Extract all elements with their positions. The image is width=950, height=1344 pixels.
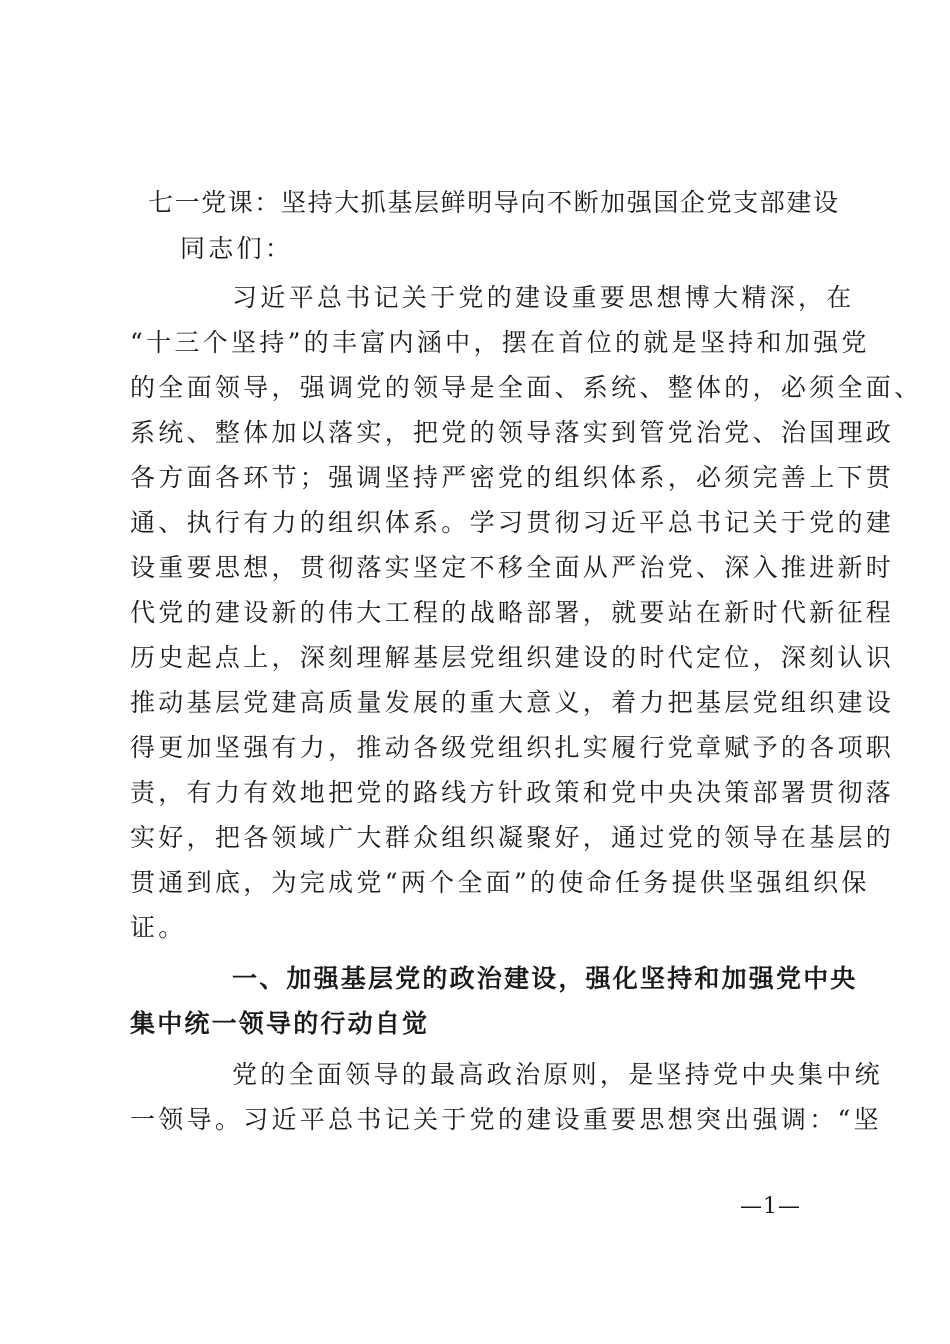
paragraph-line: 贯通到底，为完成党“两个全面”的使命任务提供坚强组织保 [130,868,870,897]
document-title: 七一党课：坚持大抓基层鲜明导向不断加强国企党支部建设 [148,188,840,217]
paragraph-line: 各方面各环节；强调坚持严密党的组织体系，必须完善上下贯 [130,463,895,492]
paragraph-line: 一领导。习近平总书记关于党的建设重要思想突出强调：“坚 [130,1105,882,1134]
paragraph-line: 历史起点上，深刻理解基层党组织建设的时代定位，深刻认识 [130,643,895,672]
paragraph-line: 推动基层党建高质量发展的重大意义，着力把基层党组织建设 [130,688,895,717]
paragraph-line: 通、执行有力的组织体系。学习贯彻习近平总书记关于党的建 [130,508,895,537]
paragraph-line: 设重要思想，贯彻落实坚定不移全面从严治党、深入推进新时 [130,553,895,582]
paragraph-line: 的全面领导，强调党的领导是全面、系统、整体的，必须全面、 [130,373,923,402]
paragraph-line: 系统、整体加以落实，把党的领导落实到管党治党、治国理政 [130,418,895,447]
paragraph-line: 习近平总书记关于党的建设重要思想博大精深，在 [232,283,855,312]
paragraph-line: 党的全面领导的最高政治原则，是坚持党中央集中统 [232,1060,883,1089]
paragraph-line: 代党的建设新的伟大工程的战略部署，就要站在新时代新征程 [130,598,895,627]
salutation: 同志们： [180,234,294,263]
paragraph-line: 得更加坚强有力，推动各级党组织扎实履行党章赋予的各项职 [130,733,895,762]
paragraph-line: “十三个坚持”的丰富内涵中，摆在首位的就是坚持和加强党 [130,328,870,357]
paragraph-line: 责，有力有效地把党的路线方针政策和党中央决策部署贯彻落 [130,778,895,807]
heading-line: 一、加强基层党的政治建设，强化坚持和加强党中央 [232,964,858,993]
paragraph-line: 证。 [130,913,187,942]
heading-line: 集中统一领导的行动自觉 [130,1009,430,1038]
page-number: —1— [740,1194,801,1219]
paragraph-line: 实好，把各领域广大群众组织凝聚好，通过党的领导在基层的 [130,823,895,852]
